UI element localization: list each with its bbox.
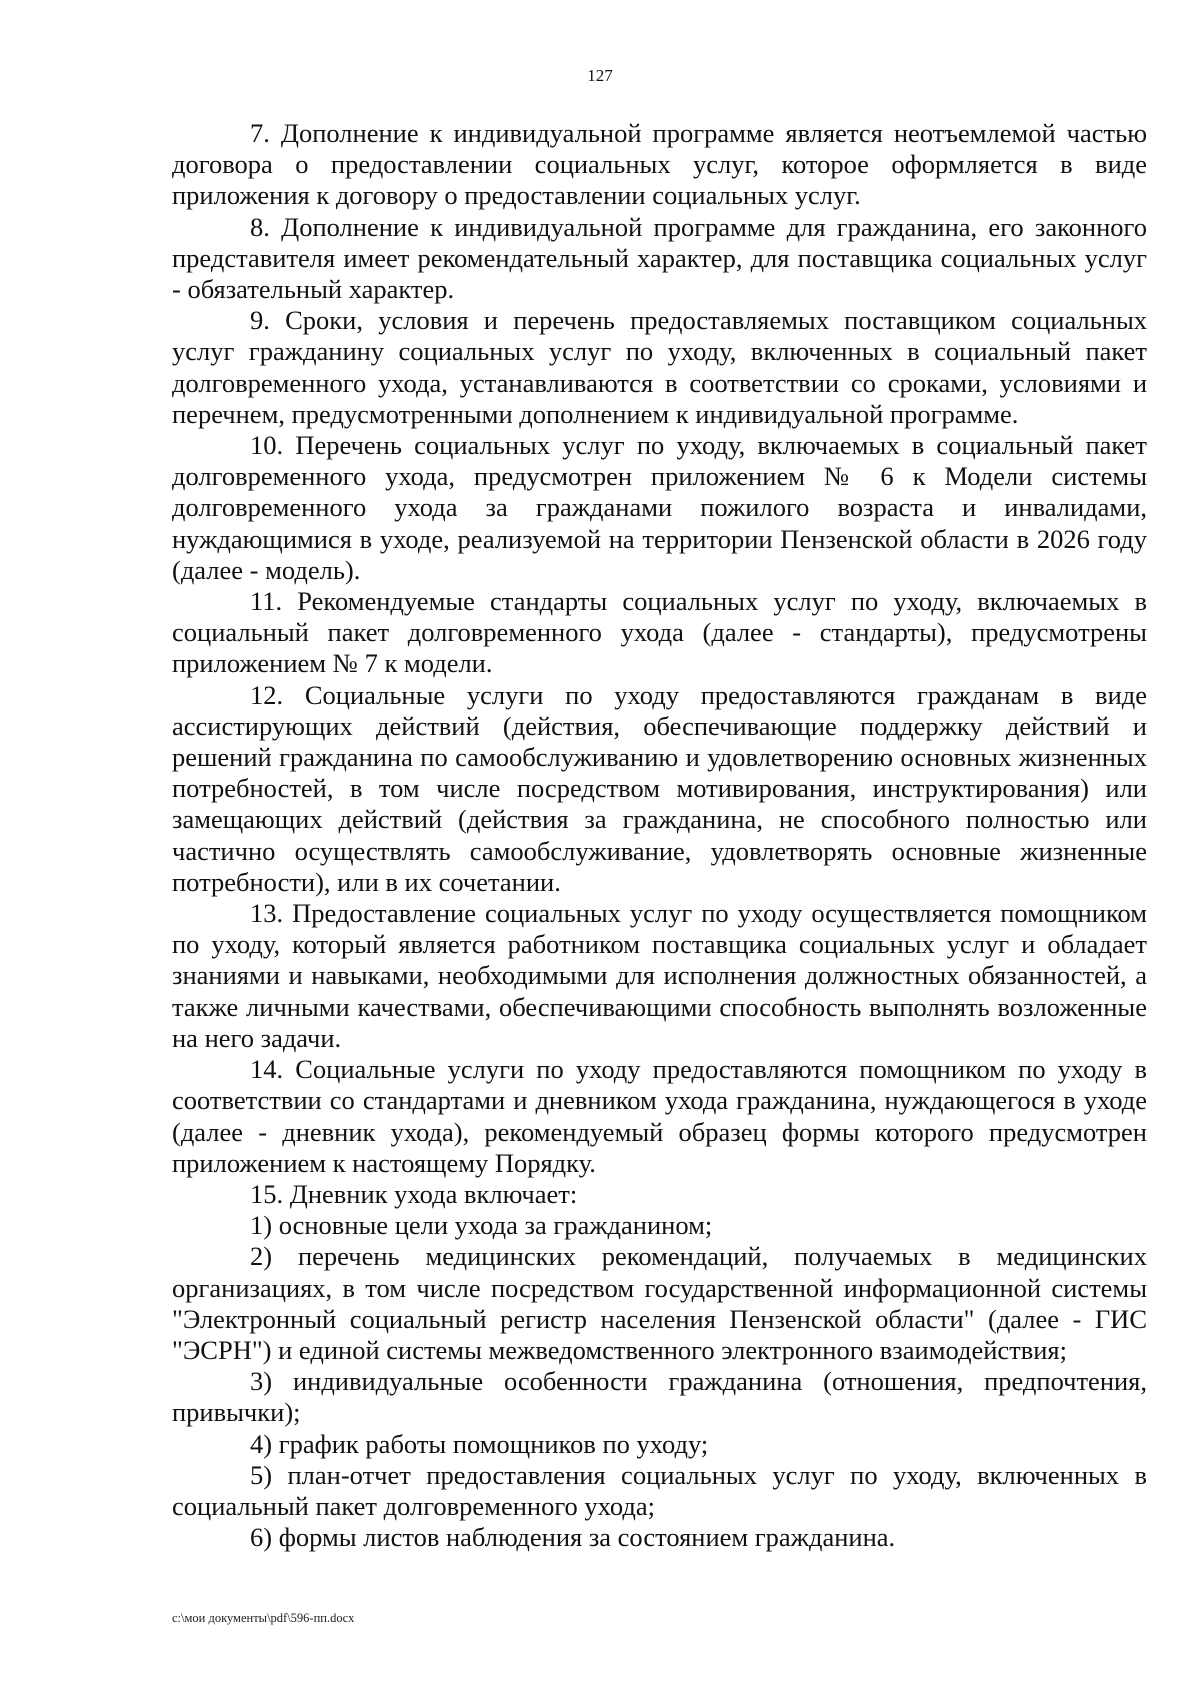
list-item-3: 3) индивидуальные особенности гражданина (отношения, предпочтения, привычки); bbox=[172, 1366, 1147, 1428]
paragraph-15: 15. Дневник ухода включает: bbox=[250, 1178, 578, 1209]
list-item-4: 4) график работы помощников по уходу; bbox=[250, 1428, 709, 1459]
list-item-5: 5) план-отчет предоставления социальных услуг по уходу, включенных в социальный пакет долговременного ухода; bbox=[172, 1459, 1147, 1521]
paragraph-14: 14. Социальные услуги по уходу предоставляются помощником по уходу в соответствии со стандартами и дневником ухода гражданина, нуждающегося в уходе (далее - дневник ухода), рекомендуемый образец формы которого предусмотрен приложением к настоящему Порядку. bbox=[172, 1054, 1147, 1178]
paragraph-13: 13. Предоставление социальных услуг по уходу осуществляется помощником по уходу, который является работником поставщика социальных услуг и обладает знаниями и навыками, необходимыми для исполнения должностных обязанностей, а также личными качествами, обеспечивающими способность выполнять возложенные на него задачи. bbox=[172, 898, 1147, 1053]
paragraph-8: 8. Дополнение к индивидуальной программе для гражданина, его законного представителя имеет рекомендательный характер, для поставщика социальных услуг - обязательный характер. bbox=[172, 211, 1147, 305]
list-item-2: 2) перечень медицинских рекомендаций, получаемых в медицинских организациях, в том числе посредством государственной информационной системы "Электронный социальный регистр населения Пензенской области" (далее - ГИС "ЭСРН") и единой системы межведомственного электронного взаимодействия; bbox=[172, 1241, 1147, 1365]
footer-file-path: c:\мои документы\pdf\596-пп.docx bbox=[172, 1611, 355, 1625]
list-item-6: 6) формы листов наблюдения за состоянием гражданина. bbox=[250, 1522, 896, 1553]
document-body bbox=[172, 118, 1147, 1553]
paragraph-9: 9. Сроки, условия и перечень предоставляемых поставщиком социальных услуг гражданину социальных услуг по уходу, включенных в социальный пакет долговременного ухода, устанавливаются в соответствии со сроками, условиями и перечнем, предусмотренными дополнением к индивидуальной программе. bbox=[172, 305, 1147, 429]
paragraph-12: 12. Социальные услуги по уходу предоставляются гражданам в виде ассистирующих действий (действия, обеспечивающие поддержку действий и решений гражданина по самообслуживанию и удовлетворению основных жизненных потребностей, в том числе посредством мотивирования, инструктирования) или замещающих действий (действия за гражданина, не способного полностью или частично осуществлять самообслуживание, удовлетворять основные жизненные потребности), или в их сочетании. bbox=[172, 679, 1147, 897]
paragraph-11: 11. Рекомендуемые стандарты социальных услуг по уходу, включаемых в социальный пакет долговременного ухода (далее - стандарты), предусмотрены приложением № 7 к модели. bbox=[172, 586, 1147, 679]
paragraph-7: 7. Дополнение к индивидуальной программе является неотъемлемой частью договора о предоставлении социальных услуг, которое оформляется в виде приложения к договору о предоставлении социальных услуг. bbox=[172, 118, 1147, 211]
page-number: 127 bbox=[587, 66, 613, 85]
list-item-1: 1) основные цели ухода за гражданином; bbox=[250, 1210, 713, 1241]
paragraph-10: 10. Перечень социальных услуг по уходу, включаемых в социальный пакет долговременного ухода, предусмотрен приложением № 6 к Модели системы долговременного ухода за гражданами пожилого возраста и инвалидами, нуждающимися в уходе, реализуемой на территории Пензенской области в 2026 году (далее - модель). bbox=[172, 430, 1147, 585]
